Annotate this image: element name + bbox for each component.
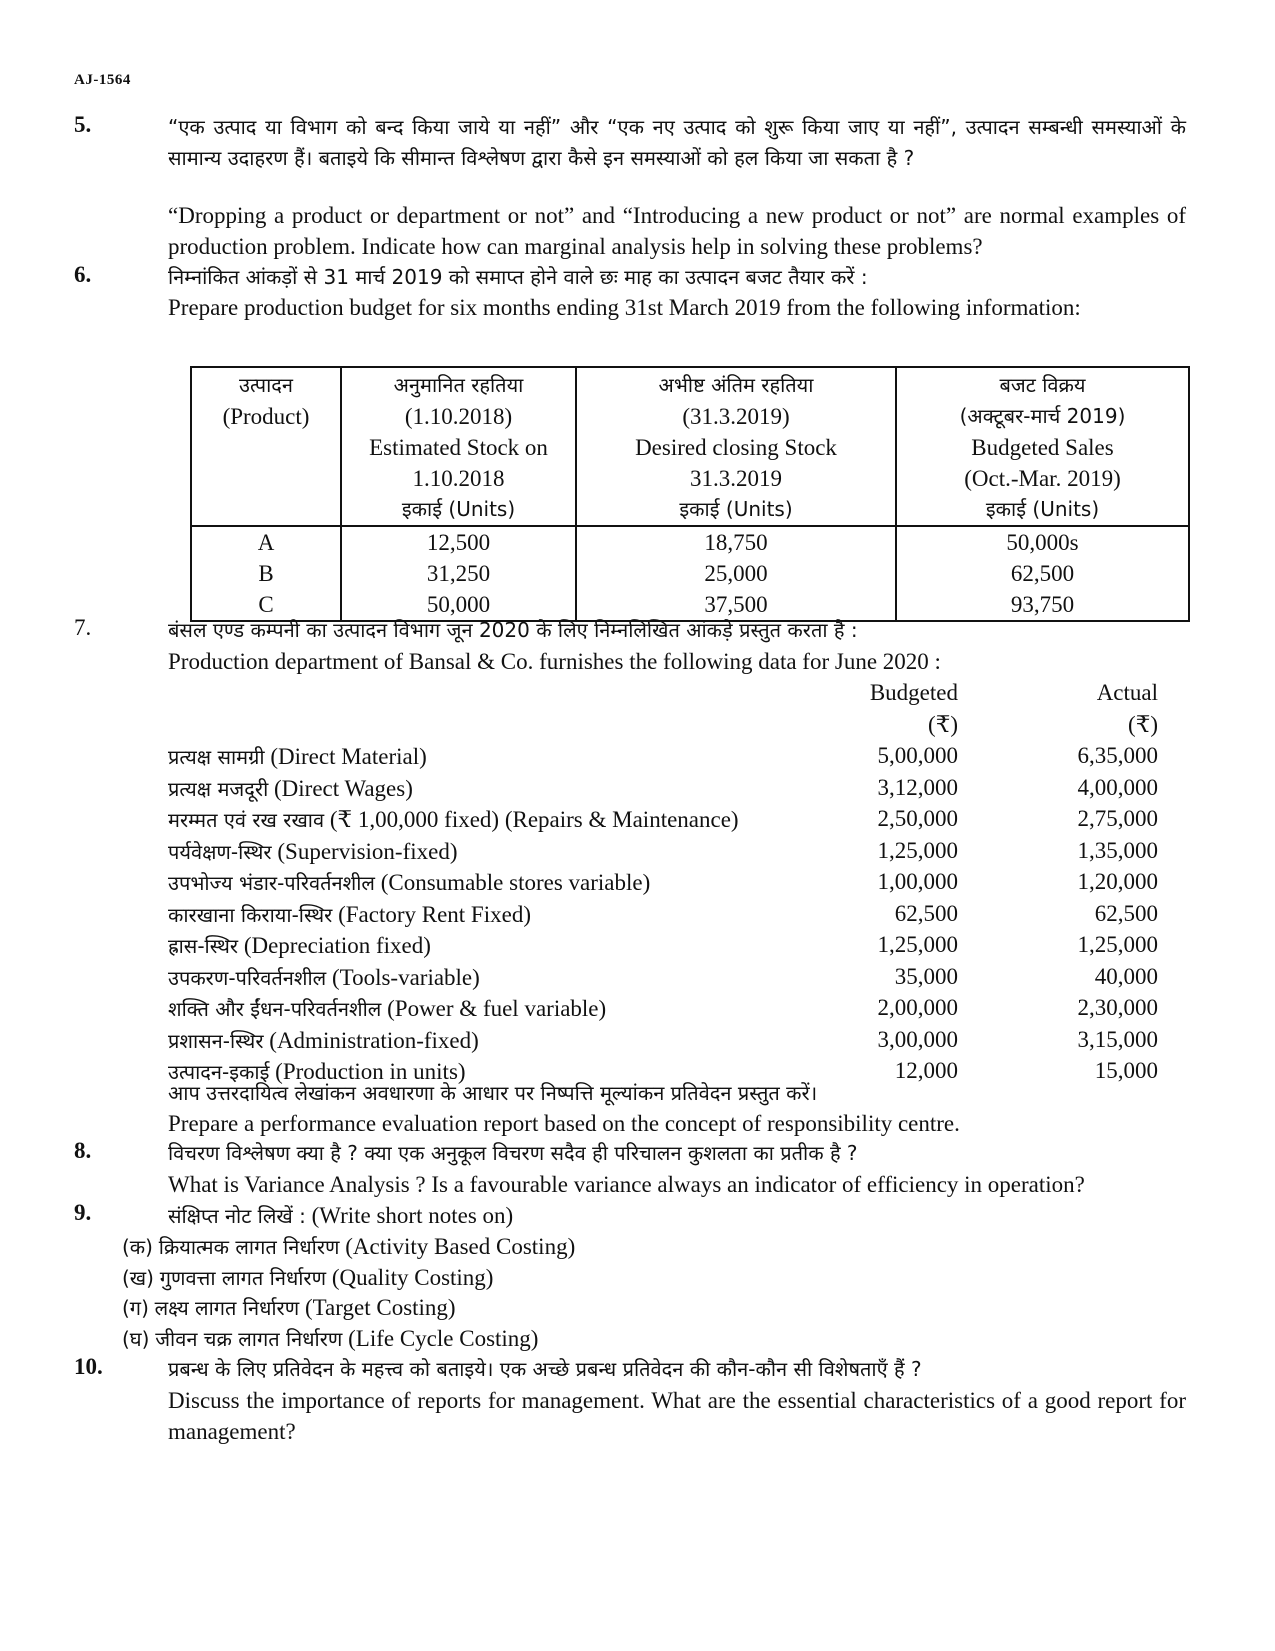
actual-value: 62,500 xyxy=(1094,900,1158,926)
cell-sales: 93,750 xyxy=(896,589,1189,621)
q7-footer-hindi: आप उत्तरदायित्व लेखांकन अवधारणा के आधार पर निष्पत्ति मूल्यांकन प्रतिवेदन प्रस्तुत करें। xyxy=(168,1081,818,1105)
cell-estimated: 12,500 xyxy=(341,526,576,558)
question-number-10: 10. xyxy=(74,1354,103,1379)
table-row xyxy=(168,775,1188,807)
actual-value: 2,75,000 xyxy=(1077,806,1158,831)
actual-value: 2,30,000 xyxy=(1077,995,1158,1020)
table-row xyxy=(168,838,1188,870)
budgeted-value: 1,25,000 xyxy=(877,932,958,957)
actual-value: 6,35,000 xyxy=(1077,743,1158,768)
col-estimated-stock: अनुमानित रहतिया (1.10.2018) Estimated Stock on 1.10.2018 इकाई (Units) xyxy=(341,367,576,526)
row-label: शक्ति और ईंधन-परिवर्तनशील (Power & fuel variable) xyxy=(168,996,607,1021)
cell-desired: 25,000 xyxy=(576,558,896,589)
table-row xyxy=(168,995,1188,1027)
actual-value: 40,000 xyxy=(1094,963,1158,989)
row-label: पर्यवेक्षण-स्थिर (Supervision-fixed) xyxy=(168,838,458,864)
cell-product: B xyxy=(191,558,341,589)
table-row xyxy=(168,806,1188,838)
budgeted-value: 3,00,000 xyxy=(877,1026,958,1052)
cell-sales: 62,500 xyxy=(896,558,1189,589)
q7-header-row xyxy=(168,680,1188,712)
table-row xyxy=(168,869,1188,901)
cell-desired: 18,750 xyxy=(576,526,896,558)
question-number-9: 9. xyxy=(74,1200,92,1225)
table-row xyxy=(191,558,1189,589)
q7-hindi-text: बंसल एण्ड कम्पनी का उत्पादन विभाग जून 2020 के लिए निम्नलिखित आंकड़े प्रस्तुत करता है : xyxy=(168,618,858,642)
q5-hindi-text: “एक उत्पाद या विभाग को बन्द किया जाये या नहीं” और “एक नए उत्पाद को शुरू किया जाए या नहीं”, उत्पादन सम्बन्धी समस्याओं के सामान्य उदाहरण हैं। बताइये कि सीमान्त विश्लेषण द्वारा कैसे इन समस्याओं को हल किया जा सकता है ? xyxy=(168,115,1186,170)
row-label: ह्रास-स्थिर (Depreciation fixed) xyxy=(168,933,431,958)
paper-code: AJ-1564 xyxy=(74,72,131,88)
q6-hindi-text: निम्नांकित आंकड़ों से 31 मार्च 2019 को समाप्त होने वाले छः माह का उत्पादन बजट तैयार करें : xyxy=(168,265,868,289)
row-label: प्रशासन-स्थिर (Administration-fixed) xyxy=(168,1027,479,1053)
table-row xyxy=(168,932,1188,964)
row-label: उत्पादन-इकाई (Production in units) xyxy=(168,1059,466,1084)
budgeted-value: 2,00,000 xyxy=(877,995,958,1020)
row-label: कारखाना किराया-स्थिर (Factory Rent Fixed) xyxy=(168,901,531,927)
row-label: उपकरण-परिवर्तनशील (Tools-variable) xyxy=(168,964,480,990)
list-item: (क) क्रियात्मक लागत निर्धारण (Activity Based Costing) xyxy=(122,1234,576,1259)
q6-english-text: Prepare production budget for six months ending 31st March 2019 from the following information: xyxy=(168,295,1081,320)
budgeted-value: 5,00,000 xyxy=(877,743,958,768)
row-label: उपभोज्य भंडार-परिवर्तनशील (Consumable stores variable) xyxy=(168,870,651,895)
row-label: प्रत्यक्ष सामग्री (Direct Material) xyxy=(168,744,427,769)
cell-estimated: 31,250 xyxy=(341,558,576,589)
table-row xyxy=(168,901,1188,933)
q10-hindi-text: प्रबन्ध के लिए प्रतिवेदन के महत्त्व को बताइये। एक अच्छे प्रबन्ध प्रतिवेदन की कौन-कौन सी विशेषताएँ हैं ? xyxy=(168,1357,922,1381)
col-product: उत्पादन (Product) xyxy=(191,367,341,526)
q9-heading: संक्षिप्त नोट लिखें : (Write short notes on) xyxy=(168,1203,514,1228)
production-budget-table xyxy=(190,366,1190,622)
row-label: मरम्मत एवं रख रखाव (₹ 1,00,000 fixed) (Repairs & Maintenance) xyxy=(168,807,739,832)
actual-value: 1,25,000 xyxy=(1077,932,1158,957)
actual-value: 15,000 xyxy=(1094,1058,1158,1083)
budgeted-value: 1,00,000 xyxy=(877,869,958,894)
col-actual-label: Actual xyxy=(1096,680,1158,705)
table-row xyxy=(191,526,1189,558)
cell-sales: 50,000s xyxy=(896,526,1189,558)
budgeted-value: 35,000 xyxy=(894,963,958,989)
col-budgeted-label: Budgeted xyxy=(869,680,958,705)
actual-value: 1,35,000 xyxy=(1077,837,1158,863)
q8-english-text: What is Variance Analysis ? Is a favourable variance always an indicator of efficiency in operation? xyxy=(168,1172,1085,1197)
col-desired-closing-stock: अभीष्ट अंतिम रहतिया (31.3.2019) Desired closing Stock 31.3.2019 इकाई (Units) xyxy=(576,367,896,526)
budgeted-value: 12,000 xyxy=(894,1058,958,1083)
q7-footer-english: Prepare a performance evaluation report based on the concept of responsibility centre. xyxy=(168,1111,960,1136)
actual-value: 1,20,000 xyxy=(1077,869,1158,894)
budgeted-value: 62,500 xyxy=(894,900,958,926)
cell-product: C xyxy=(191,589,341,621)
actual-value: 4,00,000 xyxy=(1077,774,1158,800)
cell-desired: 37,500 xyxy=(576,589,896,621)
budgeted-currency: (₹) xyxy=(928,711,958,737)
table-row xyxy=(168,1027,1188,1059)
table-row xyxy=(168,743,1188,775)
list-item: (ग) लक्ष्य लागत निर्धारण (Target Costing) xyxy=(122,1295,456,1320)
q5-english-text: “Dropping a product or department or not” and “Introducing a new product or not” are normal examples of production problem. Indicate how can marginal analysis help in solving these problems? xyxy=(168,203,1186,259)
cell-product: A xyxy=(191,526,341,558)
budgeted-value: 3,12,000 xyxy=(877,774,958,800)
question-number-8: 8. xyxy=(74,1138,92,1163)
col-budgeted-sales: बजट विक्रय (अक्टूबर-मार्च 2019) Budgeted Sales (Oct.-Mar. 2019) इकाई (Units) xyxy=(896,367,1189,526)
list-item: (ख) गुणवत्ता लागत निर्धारण (Quality Costing) xyxy=(122,1264,494,1290)
question-number-7: 7. xyxy=(74,615,92,640)
question-number-6: 6. xyxy=(74,262,92,287)
q7-currency-row xyxy=(168,712,1188,744)
q10-english-text: Discuss the importance of reports for management. What are the essential characteristics of a good report for management? xyxy=(168,1388,1186,1444)
q7-english-text: Production department of Bansal & Co. furnishes the following data for June 2020 : xyxy=(168,649,941,674)
bansal-data-table xyxy=(168,680,1188,1090)
question-number-5: 5. xyxy=(74,112,92,137)
table-header-row xyxy=(191,367,1189,526)
actual-value: 3,15,000 xyxy=(1077,1026,1158,1052)
q8-hindi-text: विचरण विश्लेषण क्या है ? क्या एक अनुकूल विचरण सदैव ही परिचालन कुशलता का प्रतीक है ? xyxy=(168,1141,858,1165)
list-item: (घ) जीवन चक्र लागत निर्धारण (Life Cycle Costing) xyxy=(122,1325,539,1351)
table-row xyxy=(168,964,1188,996)
budgeted-value: 1,25,000 xyxy=(877,837,958,863)
row-label: प्रत्यक्ष मजदूरी (Direct Wages) xyxy=(168,775,413,801)
cell-estimated: 50,000 xyxy=(341,589,576,621)
budgeted-value: 2,50,000 xyxy=(877,806,958,831)
actual-currency: (₹) xyxy=(1128,711,1158,737)
